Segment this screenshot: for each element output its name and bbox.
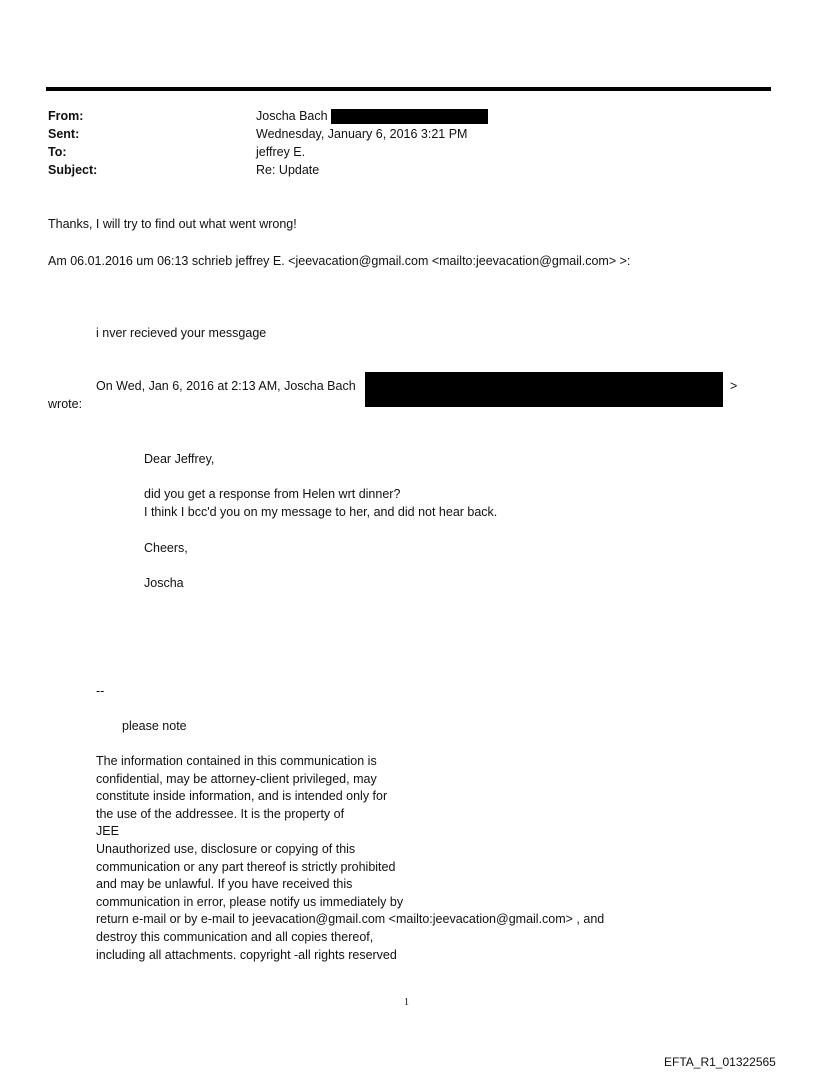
disclaimer <box>96 753 604 964</box>
quote2-line-2: I think I bcc'd you on my message to her, and did not hear back. <box>144 505 498 519</box>
note-heading: please note <box>122 719 187 733</box>
disclaimer-line: The information contained in this communication is <box>96 754 377 768</box>
disclaimer-line: the use of the addressee. It is the property of <box>96 806 345 821</box>
quote2-signature: Joscha <box>144 576 184 590</box>
quote1-wrote: wrote: <box>48 397 83 411</box>
sent-label: Sent: <box>48 127 80 141</box>
subject-label: Subject: <box>48 163 98 177</box>
signature-dashes: -- <box>96 684 105 698</box>
redaction-box <box>331 109 488 124</box>
reply-line-1: Thanks, I will try to find out what went wrong! <box>48 217 297 231</box>
quote2-greeting: Dear Jeffrey, <box>144 452 215 466</box>
disclaimer-line: communication in error, please notify us immediately by <box>96 894 404 909</box>
document-id: EFTA_R1_01322565 <box>664 1055 776 1069</box>
disclaimer-line: communication or any part thereof is strictly prohibited <box>96 859 396 874</box>
quote1-attribution: On Wed, Jan 6, 2016 at 2:13 AM, Joscha Bach <box>96 379 356 393</box>
disclaimer-line: destroy this communication and all copies thereof, <box>96 929 374 944</box>
to-value: jeffrey E. <box>256 145 306 159</box>
redaction-box <box>365 372 723 407</box>
subject-value: Re: Update <box>256 163 320 177</box>
quote1-attribution-end: > <box>730 379 738 393</box>
quote1-text: i nver recieved your messgage <box>96 326 267 340</box>
quote2-closing: Cheers, <box>144 541 188 555</box>
disclaimer-line: Unauthorized use, disclosure or copying of this <box>96 841 356 856</box>
disclaimer-line: constitute inside information, and is intended only for <box>96 789 388 804</box>
reply-line-2: Am 06.01.2016 um 06:13 schrieb jeffrey E. <jeevacation@gmail.com <mailto:jeevacation@gmail.com> >: <box>48 254 631 268</box>
header-rule <box>46 87 771 91</box>
from-value: Joscha Bach <box>256 109 328 123</box>
disclaimer-line: including all attachments. copyright -all rights reserved <box>96 947 397 962</box>
sent-value: Wednesday, January 6, 2016 3:21 PM <box>256 127 468 141</box>
quote2-line-1: did you get a response from Helen wrt dinner? <box>144 487 401 501</box>
page-number: 1 <box>404 997 409 1008</box>
disclaimer-line: and may be unlawful. If you have received this <box>96 877 353 892</box>
disclaimer-line: return e-mail or by e-mail to jeevacation@gmail.com <mailto:jeevacation@gmail.com> , and <box>96 912 605 927</box>
from-label: From: <box>48 109 84 123</box>
disclaimer-line: JEE <box>96 824 119 839</box>
disclaimer-line: confidential, may be attorney-client privileged, may <box>96 771 377 786</box>
to-label: To: <box>48 145 67 159</box>
